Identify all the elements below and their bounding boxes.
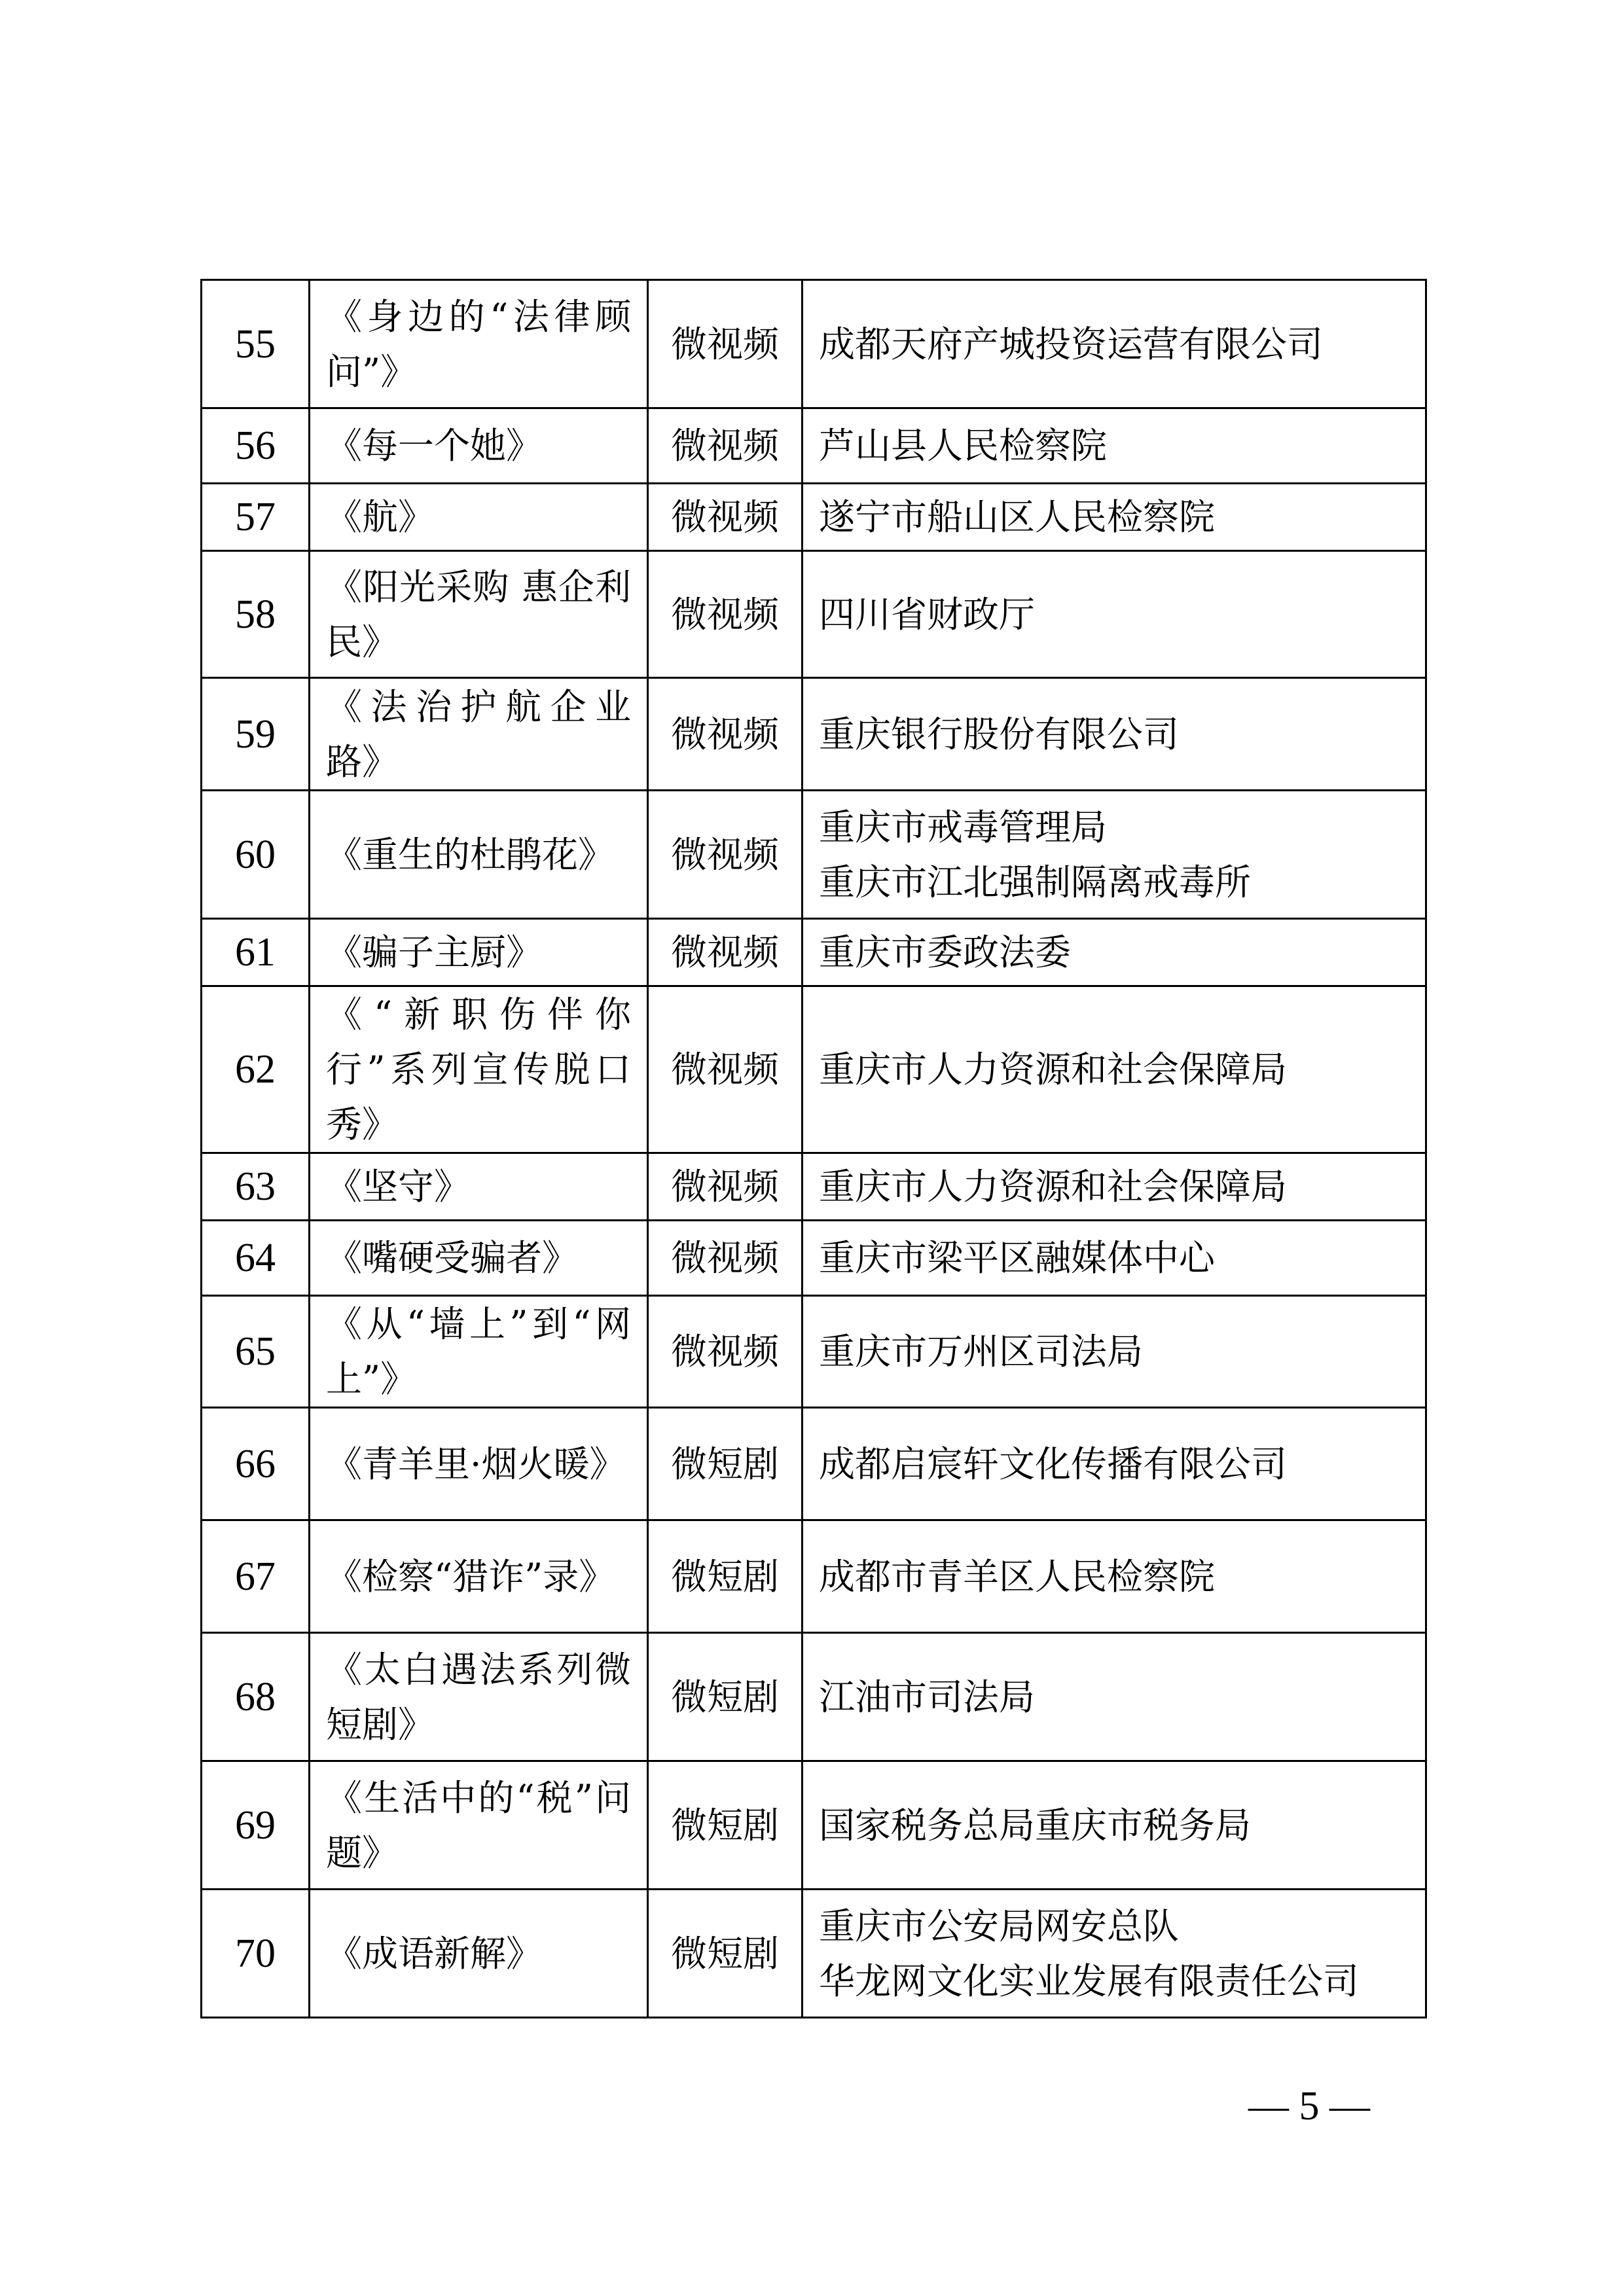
- entry-title: 《青羊里·烟火暖》: [310, 1408, 648, 1520]
- entries-table: [200, 279, 1427, 2018]
- entry-organization: [803, 408, 1426, 484]
- organization-line: 重庆市人力资源和社会保障局: [819, 1049, 1288, 1090]
- entry-number: 69: [202, 1761, 310, 1890]
- entry-type: 微短剧: [648, 1761, 803, 1890]
- entry-type: 微视频: [648, 484, 803, 551]
- entry-type: 微短剧: [648, 1408, 803, 1520]
- organization-line: 遂宁市船山区人民检察院: [819, 496, 1216, 538]
- table-row: [202, 551, 1426, 678]
- entry-number: 59: [202, 678, 310, 791]
- table-row: [202, 986, 1426, 1153]
- organization-line: 重庆市委政法委: [819, 931, 1072, 973]
- table-row: [202, 1520, 1426, 1633]
- table-row: [202, 1761, 1426, 1890]
- entry-type: 微视频: [648, 791, 803, 919]
- entry-number: 62: [202, 986, 310, 1153]
- entry-organization: [803, 1633, 1426, 1761]
- entry-organization: [803, 678, 1426, 791]
- entry-number: 66: [202, 1408, 310, 1520]
- entry-title: 《太白遇法系列微短剧》: [310, 1633, 648, 1761]
- table-row: [202, 1890, 1426, 2018]
- entry-title: 《“新职伤伴你行”系列宣传脱口秀》: [310, 986, 648, 1153]
- organization-line: 华龙网文化实业发展有限责任公司: [819, 1960, 1360, 2002]
- entry-organization: [803, 1890, 1426, 2018]
- entry-number: 68: [202, 1633, 310, 1761]
- entry-title: 《成语新解》: [310, 1890, 648, 2018]
- organization-line: 重庆市戒毒管理局: [819, 806, 1108, 848]
- organization-line: 成都天府产城投资运营有限公司: [819, 323, 1324, 365]
- entry-type: 微短剧: [648, 1633, 803, 1761]
- table-row: [202, 791, 1426, 919]
- entry-organization: [803, 484, 1426, 551]
- entry-organization: [803, 919, 1426, 986]
- entry-type: 微短剧: [648, 1520, 803, 1633]
- table-row: [202, 280, 1426, 408]
- entry-number: 58: [202, 551, 310, 678]
- entry-type: 微视频: [648, 1153, 803, 1221]
- entry-type: 微视频: [648, 919, 803, 986]
- table-row: [202, 678, 1426, 791]
- entry-organization: [803, 1221, 1426, 1296]
- entry-type: 微短剧: [648, 1890, 803, 2018]
- organization-line: 重庆银行股份有限公司: [819, 713, 1180, 755]
- entry-title: 《航》: [310, 484, 648, 551]
- entry-type: 微视频: [648, 1221, 803, 1296]
- table-row: [202, 1633, 1426, 1761]
- entry-organization: [803, 1296, 1426, 1408]
- entry-organization: [803, 1520, 1426, 1633]
- entry-type: 微视频: [648, 678, 803, 791]
- organization-line: 四川省财政厅: [819, 593, 1036, 636]
- entry-title: 《法治护航企业路》: [310, 678, 648, 791]
- table-row: [202, 1153, 1426, 1221]
- entry-title: 《嘴硬受骗者》: [310, 1221, 648, 1296]
- entry-number: 63: [202, 1153, 310, 1221]
- table-row: [202, 1408, 1426, 1520]
- organization-line: 重庆市梁平区融媒体中心: [819, 1237, 1216, 1279]
- organization-line: 芦山县人民检察院: [819, 425, 1108, 467]
- entry-number: 56: [202, 408, 310, 484]
- entry-type: 微视频: [648, 1296, 803, 1408]
- entries-table-body: [202, 280, 1426, 2018]
- organization-line: 重庆市江北强制隔离戒毒所: [819, 861, 1252, 903]
- organization-line: 成都启宸轩文化传播有限公司: [819, 1443, 1288, 1485]
- entry-number: 67: [202, 1520, 310, 1633]
- entry-type: 微视频: [648, 551, 803, 678]
- entry-title: 《阳光采购 惠企利民》: [310, 551, 648, 678]
- table-row: [202, 919, 1426, 986]
- entry-title: 《每一个她》: [310, 408, 648, 484]
- entry-title: 《骗子主厨》: [310, 919, 648, 986]
- entry-title: 《重生的杜鹃花》: [310, 791, 648, 919]
- entry-number: 57: [202, 484, 310, 551]
- organization-line: 国家税务总局重庆市税务局: [819, 1804, 1252, 1846]
- entry-number: 60: [202, 791, 310, 919]
- entry-number: 70: [202, 1890, 310, 2018]
- entry-organization: [803, 1153, 1426, 1221]
- entry-title: 《生活中的“税”问题》: [310, 1761, 648, 1890]
- entry-title: 《身边的“法律顾问”》: [310, 280, 648, 408]
- organization-line: 重庆市人力资源和社会保障局: [819, 1166, 1288, 1208]
- entry-title: 《从“墙上”到“网上”》: [310, 1296, 648, 1408]
- entry-type: 微视频: [648, 986, 803, 1153]
- entry-title: 《坚守》: [310, 1153, 648, 1221]
- entry-number: 61: [202, 919, 310, 986]
- entry-number: 65: [202, 1296, 310, 1408]
- entry-title: 《检察“猎诈”录》: [310, 1520, 648, 1633]
- organization-line: 重庆市公安局网安总队: [819, 1905, 1180, 1947]
- entry-number: 55: [202, 280, 310, 408]
- entry-number: 64: [202, 1221, 310, 1296]
- organization-line: 江油市司法局: [819, 1676, 1036, 1718]
- entry-organization: [803, 551, 1426, 678]
- organization-line: 成都市青羊区人民检察院: [819, 1555, 1216, 1598]
- entry-type: 微视频: [648, 408, 803, 484]
- table-row: [202, 484, 1426, 551]
- entry-organization: [803, 791, 1426, 919]
- page-number: — 5 —: [1248, 2084, 1370, 2128]
- entry-organization: [803, 986, 1426, 1153]
- entry-organization: [803, 280, 1426, 408]
- table-row: [202, 1296, 1426, 1408]
- organization-line: 重庆市万州区司法局: [819, 1331, 1144, 1372]
- entry-type: 微视频: [648, 280, 803, 408]
- table-row: [202, 408, 1426, 484]
- entry-organization: [803, 1761, 1426, 1890]
- table-row: [202, 1221, 1426, 1296]
- entry-organization: [803, 1408, 1426, 1520]
